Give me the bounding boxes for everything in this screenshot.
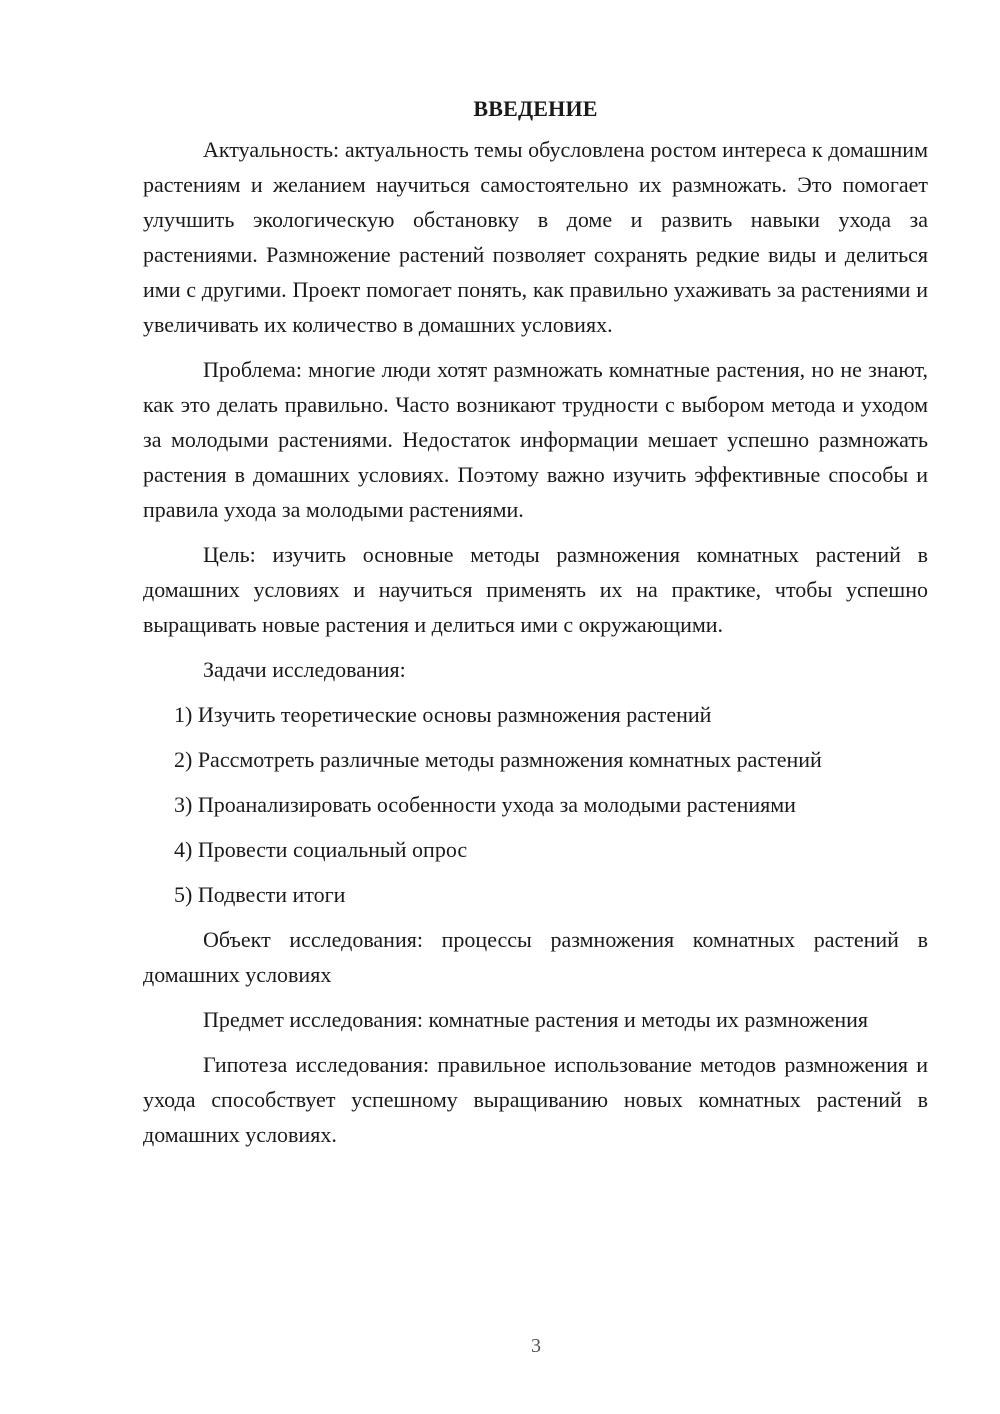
problem-paragraph: Проблема: многие люди хотят размножать комнатные растения, но не знают, как это делать правильно. Часто возникают трудности с выбором метода и уходом за молодыми растениями. Недостаток информации мешает успешно размножать растения в домашних условиях. Поэтому важно изучить эффективные способы и правила ухода за молодыми растениями.	[143, 357, 928, 522]
page-title: ВВЕДЕНИЕ	[473, 96, 598, 121]
tasks-heading: Задачи исследования:	[203, 657, 406, 682]
list-item: 5) Подвести итоги	[174, 882, 346, 907]
object-paragraph: Объект исследования: процессы размножения комнатных растений в домашних условиях	[143, 927, 928, 987]
list-item: 2) Рассмотреть различные методы размножения комнатных растений	[174, 747, 822, 772]
document-page	[143, 92, 928, 1162]
tasks-list	[143, 697, 928, 912]
list-item: 3) Проанализировать особенности ухода за молодыми растениями	[174, 792, 796, 817]
list-item: 1) Изучить теоретические основы размножения растений	[174, 702, 712, 727]
list-item: 4) Провести социальный опрос	[174, 837, 468, 862]
relevance-paragraph: Актуальность: актуальность темы обусловлена ростом интереса к домашним растениям и желанием научиться самостоятельно их размножать. Это помогает улучшить экологическую обстановку в доме и развить навыки ухода за растениями. Размножение растений позволяет сохранять редкие виды и делиться ими с другими. Проект помогает понять, как правильно ухаживать за растениями и увеличивать их количество в домашних условиях.	[143, 137, 928, 337]
subject-paragraph: Предмет исследования: комнатные растения и методы их размножения	[203, 1007, 869, 1032]
hypothesis-paragraph: Гипотеза исследования: правильное использование методов размножения и ухода способствует успешному выращиванию новых комнатных растений в домашних условиях.	[143, 1052, 928, 1147]
goal-paragraph: Цель: изучить основные методы размножения комнатных растений в домашних условиях и научиться применять их на практике, чтобы успешно выращивать новые растения и делиться ими с окружающими.	[143, 542, 928, 637]
page-number: 3	[531, 1335, 541, 1357]
